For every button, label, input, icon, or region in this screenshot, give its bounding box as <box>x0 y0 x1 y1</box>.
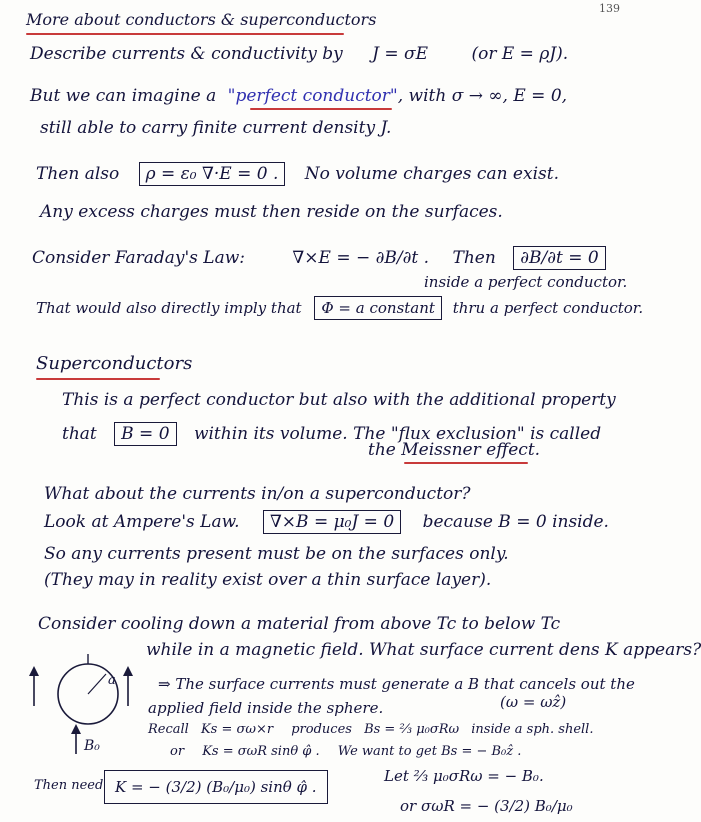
shell-field-eq: Bs = ⅔ μ₀σRω <box>364 722 460 737</box>
or-text: or <box>170 744 185 759</box>
faraday-eq: ∇×E = − ∂B/∂t . <box>292 248 430 268</box>
page-number: 139 <box>599 2 620 15</box>
recall-text: Recall <box>148 722 189 737</box>
b-zero-box: B = 0 <box>114 422 176 446</box>
ohm-law-eq: J = σE <box>372 44 429 64</box>
meissner-effect: the Meissner effect. <box>368 440 541 460</box>
line-currents-question: What about the currents in/on a superconductor? <box>44 484 471 504</box>
then-also-text: Then also <box>36 164 120 184</box>
line-surface-current-question: while in a magnetic field. What surface current dens K appears? <box>146 640 701 660</box>
flux-constant-box: Φ = a constant <box>314 296 442 320</box>
perfect-conductor-condition: , with σ → ∞, E = 0, <box>397 86 568 106</box>
line-faraday <box>32 246 606 270</box>
conductivity-text: Describe currents & conductivity by <box>30 44 343 64</box>
line-conductivity <box>30 44 568 64</box>
want-text: We want to get Bs = − B₀ẑ . <box>337 744 522 759</box>
superconductors-heading: Superconductors <box>36 353 193 374</box>
b0-label: B₀ <box>84 738 100 754</box>
line-sigma-omega-r: or σωR = − (3/2) B₀/μ₀ <box>400 797 573 815</box>
because-text: because B = 0 inside. <box>422 512 609 532</box>
final-answer-row <box>104 770 328 804</box>
faraday-text: Consider Faraday's Law: <box>32 248 245 268</box>
thru-perfect-text: thru a perfect conductor. <box>452 299 644 317</box>
line-flux-constant <box>36 296 643 320</box>
line-additional-property: This is a perfect conductor but also with the additional property <box>62 390 616 410</box>
inside-perfect-note: inside a perfect conductor. <box>424 273 628 291</box>
title-underline <box>26 33 344 35</box>
field-arrowhead-right <box>123 666 133 676</box>
line-recall <box>148 720 593 740</box>
line-perfect-conductor <box>30 86 567 106</box>
line-generate-b: ⇒ The surface currents must generate a B that cancels out the <box>158 675 635 693</box>
then-text: Then <box>452 248 496 268</box>
dbdt-box: ∂B/∂t = 0 <box>513 246 606 270</box>
heading-underline <box>36 378 160 380</box>
ks-sin-eq: Ks = σωR sinθ φ̂ . <box>202 744 320 759</box>
then-need-label: Then need <box>34 778 104 793</box>
line-thin-layer: (They may in reality exist over a thin surface layer). <box>44 570 492 590</box>
imply-text: That would also directly imply that <box>36 299 302 317</box>
sphere-diagram <box>16 650 146 770</box>
final-answer-box: K = − (3/2) (B₀/μ₀) sinθ φ̂ . <box>104 770 328 804</box>
ampere-box: ∇×B = μ₀J = 0 <box>263 510 401 534</box>
meissner-underline <box>404 462 528 464</box>
flux-exclusion-text: within its volume. The "flux exclusion" is called <box>193 424 602 444</box>
produces-text: produces <box>291 722 352 737</box>
line-surface-only: So any currents present must be on the surfaces only. <box>44 544 509 564</box>
field-arrowhead-left <box>29 666 39 676</box>
radius-label: a <box>108 673 116 688</box>
b0-arrowhead <box>71 724 81 734</box>
perfect-conductor-underline <box>250 108 392 110</box>
gauss-box: ρ = ε₀ ∇·E = 0 . <box>139 162 286 186</box>
line-no-volume-charge <box>36 162 559 186</box>
page-title: More about conductors & superconductors <box>26 10 377 29</box>
perfect-conductor-term: "perfect conductor" <box>227 86 398 106</box>
imagine-text: But we can imagine a <box>30 86 217 106</box>
line-cooling: Consider cooling down a material from above Tc to below Tc <box>38 614 561 634</box>
line-ampere <box>44 510 609 534</box>
ohm-law-alt: (or E = ρJ). <box>471 44 569 64</box>
line-finite-current: still able to carry finite current density J. <box>40 118 392 138</box>
line-surface-charges: Any excess charges must then reside on the surfaces. <box>40 202 503 222</box>
ampere-text: Look at Ampere's Law. <box>44 512 240 532</box>
surface-current-eq: Ks = σω×r <box>200 722 274 737</box>
no-volume-charge-text: No volume charges can exist. <box>304 164 559 184</box>
line-applied-field: applied field inside the sphere. <box>148 699 384 717</box>
radius-line <box>88 674 106 694</box>
line-let: Let ⅔ μ₀σRω = − B₀. <box>384 767 544 785</box>
omega-note: (ω = ωẑ) <box>500 693 567 711</box>
line-ks-sin <box>170 742 521 762</box>
that-text: that <box>62 424 97 444</box>
shell-text: inside a sph. shell. <box>471 722 594 737</box>
